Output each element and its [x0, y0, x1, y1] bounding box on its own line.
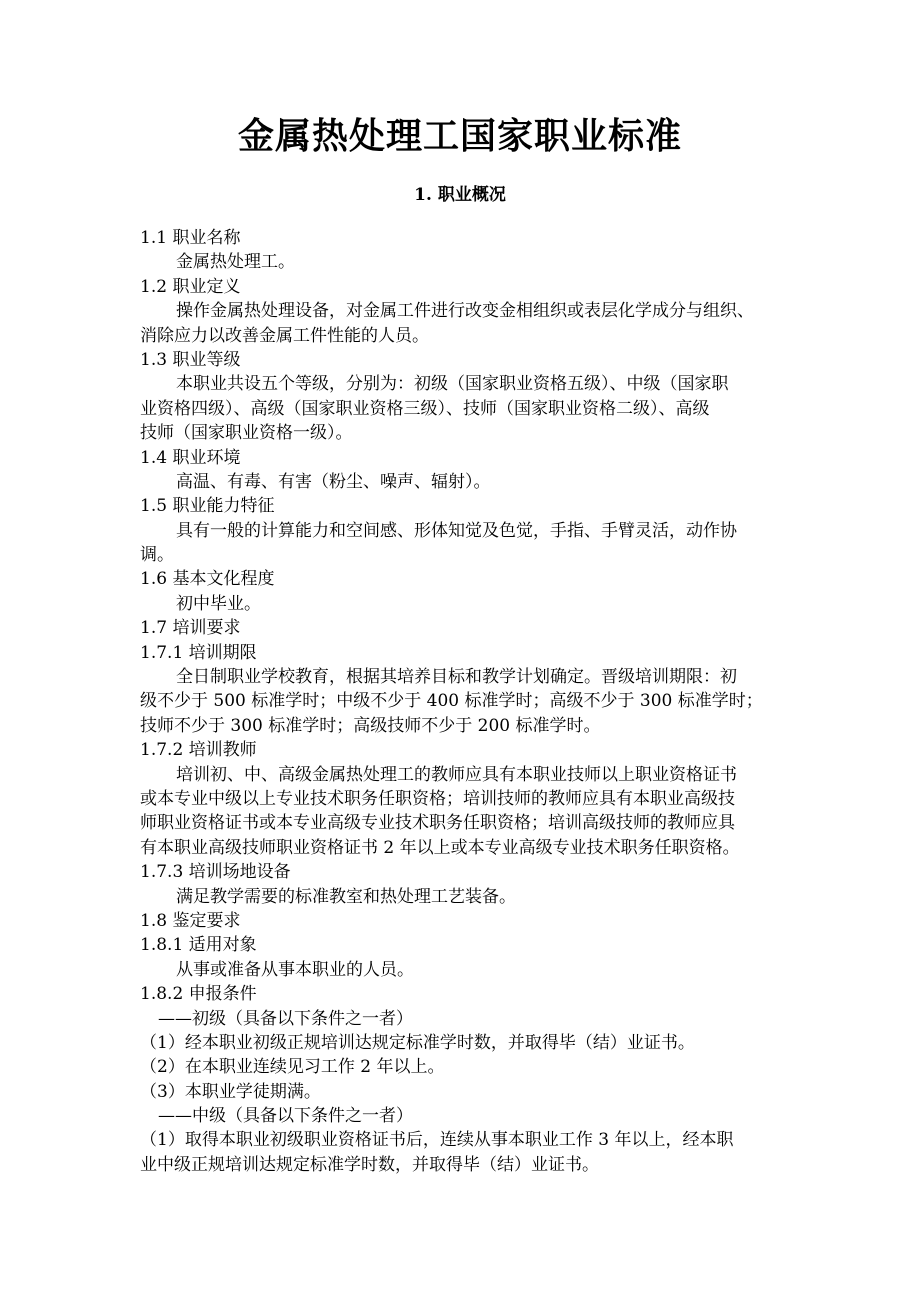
text-line: 有本职业高级技师职业资格证书 2 年以上或本专业高级专业技术职务任职资格。 [140, 837, 740, 858]
text-line: 消除应力以改善金属工件性能的人员。 [140, 325, 429, 346]
text-line: 或本专业中级以上专业技术职务任职资格；培训技师的教师应具有本职业高级技 [140, 788, 735, 809]
text-line: ——中级（具备以下条件之一者） [158, 1106, 413, 1127]
text-line: 操作金属热处理设备，对金属工件进行改变金相组织或表层化学成分与组织、 [176, 301, 754, 322]
text-line: 师职业资格证书或本专业高级专业技术职务任职资格；培训高级技师的教师应具 [140, 813, 735, 834]
document-body [140, 226, 790, 1177]
text-line: 1.1 职业名称 [140, 228, 241, 248]
text-line: （1）经本职业初级正规培训达规定标准学时数，并取得毕（结）业证书。 [140, 1032, 695, 1053]
text-line: 业中级正规培训达规定标准学时数，并取得毕（结）业证书。 [140, 1154, 599, 1175]
text-line: 1.7.3 培训场地设备 [140, 862, 291, 883]
text-line: 金属热处理工。 [176, 252, 295, 273]
text-line: 初中毕业。 [176, 593, 261, 614]
text-line: 1.3 职业等级 [140, 349, 241, 370]
text-line: 调。 [140, 545, 174, 566]
text-line: 从事或准备从事本职业的人员。 [176, 959, 414, 980]
text-line: 1.6 基本文化程度 [140, 569, 275, 590]
text-line: 级不少于 500 标准学时；中级不少于 400 标准学时；高级不少于 300 标准学时； [140, 691, 763, 712]
text-line: （3）本职业学徒期满。 [140, 1081, 321, 1102]
text-line: 本职业共设五个等级，分别为：初级（国家职业资格五级）、中级（国家职 [176, 374, 729, 395]
text-line: 1.8 鉴定要求 [140, 910, 241, 931]
text-line: 具有一般的计算能力和空间感、形体知觉及色觉，手指、手臂灵活，动作协 [176, 520, 737, 541]
text-line: ——初级（具备以下条件之一者） [158, 1008, 413, 1029]
text-line: 培训初、中、高级金属热处理工的教师应具有本职业技师以上职业资格证书 [176, 764, 737, 785]
text-line: 1.5 职业能力特征 [140, 496, 275, 517]
text-line: 全日制职业学校教育，根据其培养目标和教学计划确定。晋级培训期限：初 [176, 667, 737, 688]
text-line: （2）在本职业连续见习工作 2 年以上。 [140, 1057, 445, 1078]
page-title: 金属热处理工国家职业标准 [237, 115, 682, 157]
text-line: 业资格四级）、高级（国家职业资格三级）、技师（国家职业资格二级）、高级 [140, 398, 710, 419]
text-line: 1.2 职业定义 [140, 276, 241, 297]
text-line: （1）取得本职业初级职业资格证书后，连续从事本职业工作 3 年以上，经本职 [140, 1130, 734, 1151]
text-line: 1.7.1 培训期限 [140, 642, 257, 663]
text-line: 高温、有毒、有害（粉尘、噪声、辐射）。 [176, 471, 491, 492]
text-line: 技师不少于 300 标准学时；高级技师不少于 200 标准学时。 [140, 715, 601, 736]
text-line: 1.7 培训要求 [140, 618, 241, 639]
text-line: 技师（国家职业资格一级）。 [140, 423, 353, 444]
text-line: 1.8.2 申报条件 [140, 984, 257, 1005]
text-line: 1.4 职业环境 [140, 447, 241, 468]
section-heading: 1. 职业概况 [414, 185, 506, 205]
text-line: 满足教学需要的标准教室和热处理工艺装备。 [176, 886, 516, 907]
text-line: 1.7.2 培训教师 [140, 740, 257, 761]
text-line: 1.8.1 适用对象 [140, 935, 257, 956]
